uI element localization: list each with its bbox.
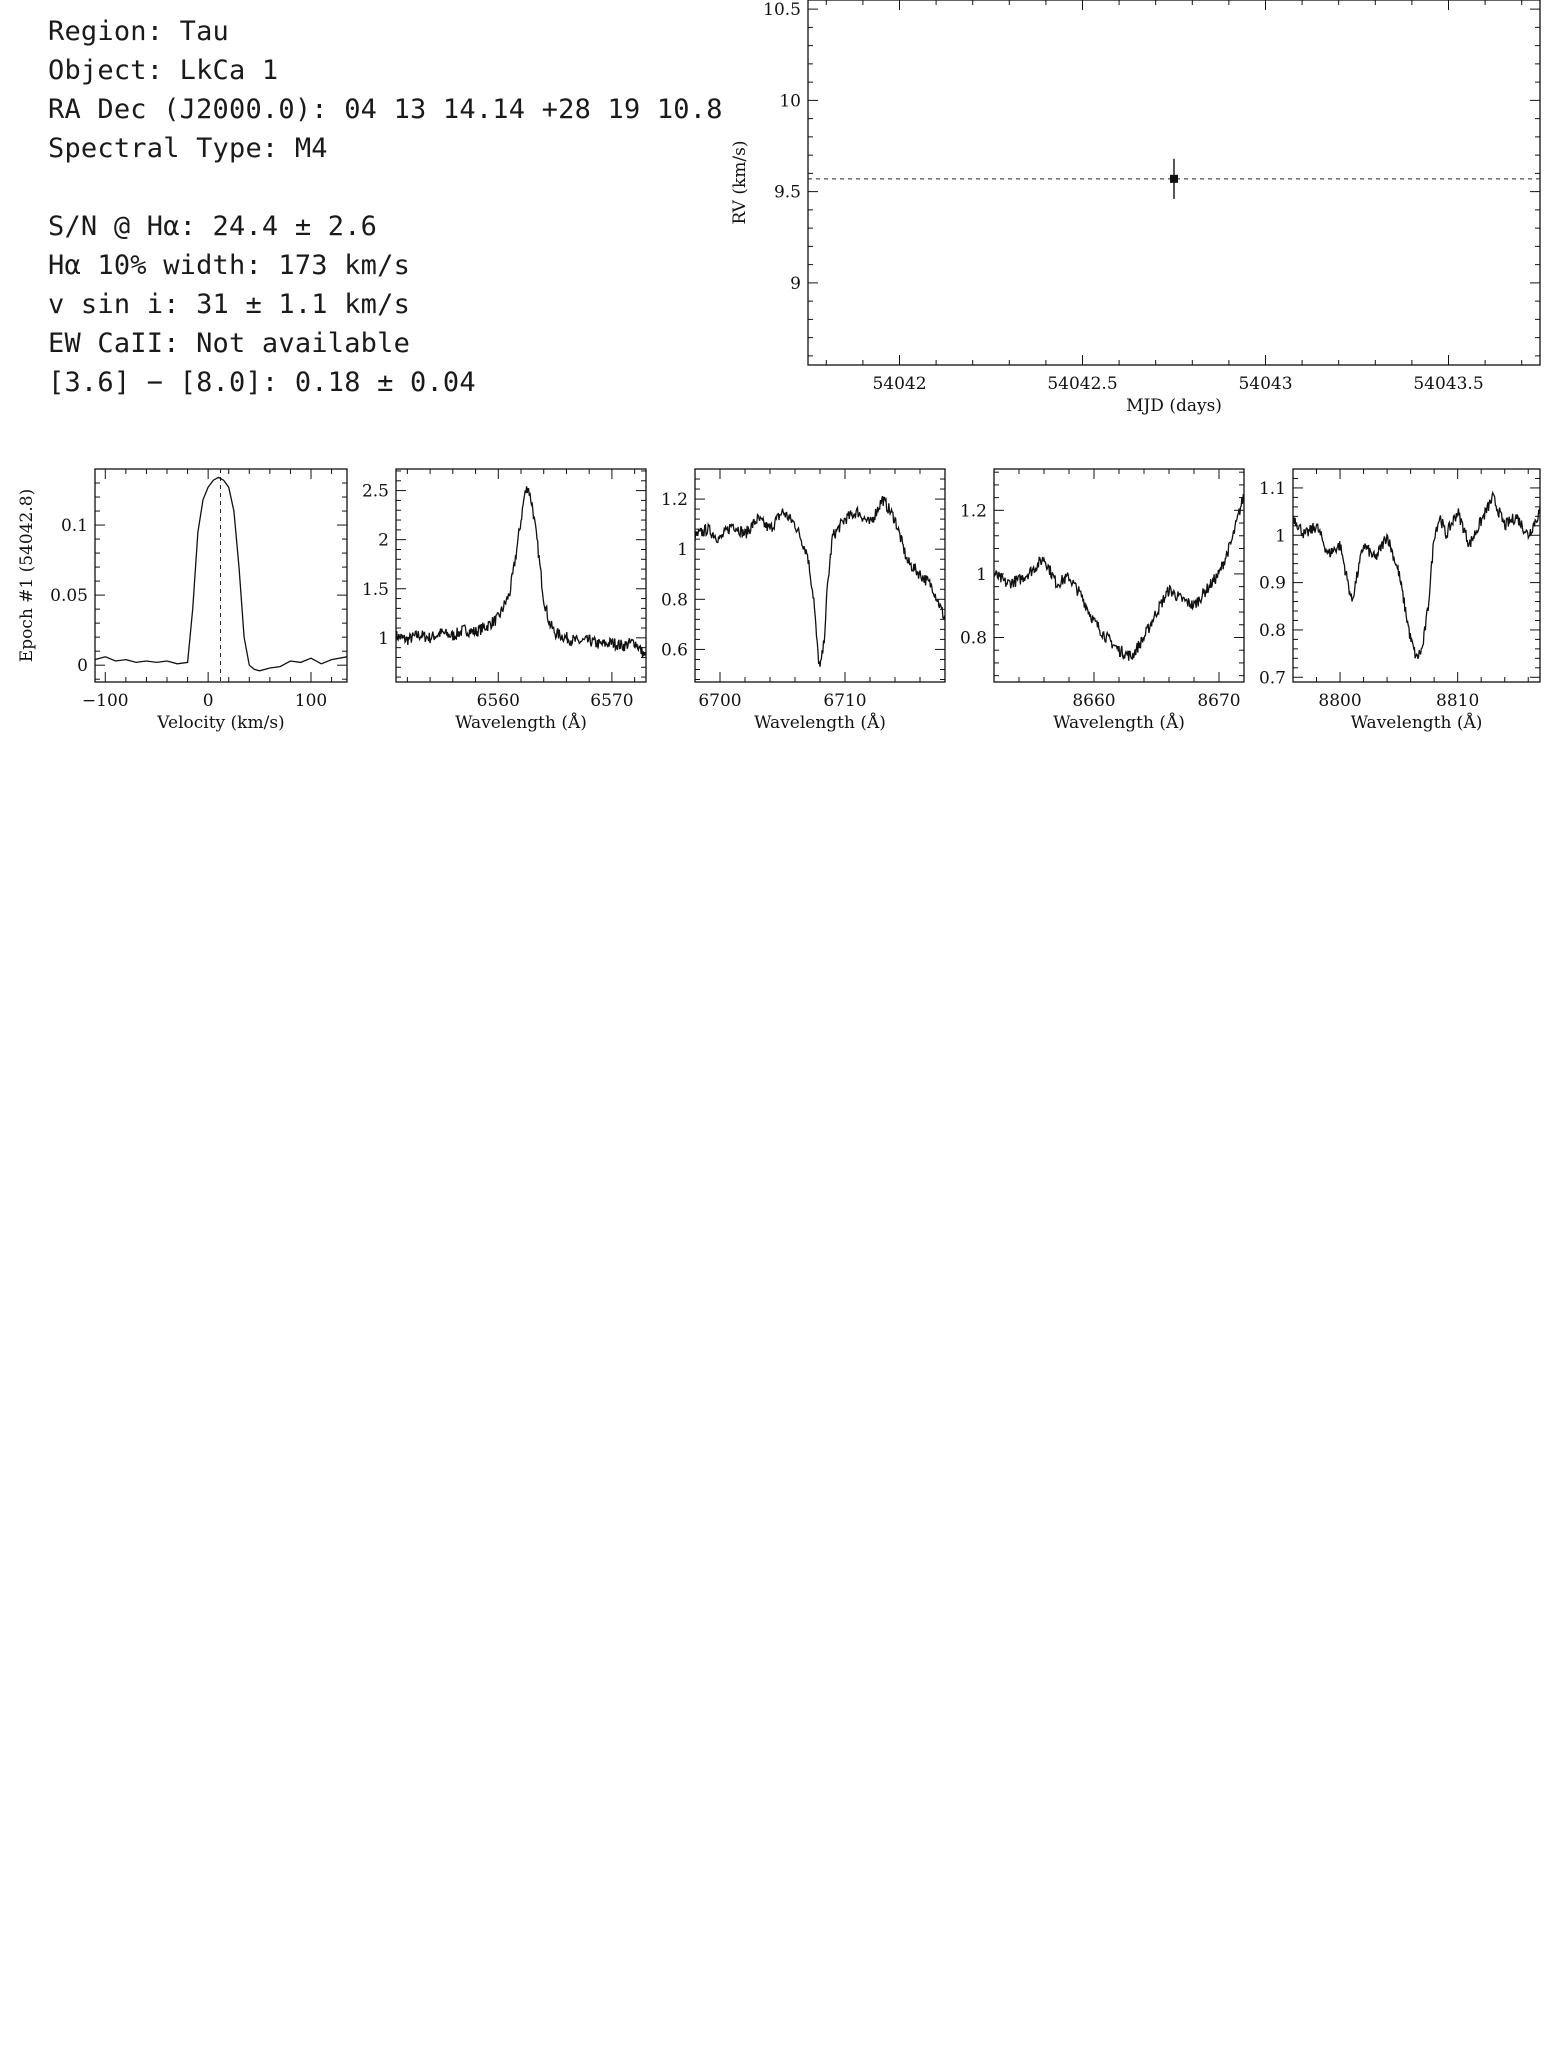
rv-point — [1170, 175, 1178, 183]
plot-frame — [396, 469, 646, 682]
x-tick-label: 54043 — [1238, 374, 1293, 394]
x-tick-label: 8800 — [1318, 691, 1362, 711]
y-tick-label: 2 — [378, 530, 389, 551]
chart-ccf — [17, 469, 347, 733]
x-axis-label: Wavelength (Å) — [1053, 713, 1185, 733]
info-irac-color: [3.6] − [8.0]: 0.18 ± 0.04 — [48, 367, 476, 398]
info-radec: RA Dec (J2000.0): 04 13 14.14 +28 19 10.8 — [48, 94, 723, 125]
y-axis-label: Epoch #1 (54042.8) — [17, 488, 37, 663]
y-tick-label: 0.05 — [50, 586, 88, 607]
x-tick-label: 8670 — [1197, 691, 1241, 711]
info-ew-caii: EW CaII: Not available — [48, 328, 411, 359]
x-tick-label: 6700 — [698, 691, 742, 711]
chart-ca2 — [1259, 469, 1540, 733]
x-tick-label: 6560 — [476, 691, 520, 711]
y-tick-label: 0.8 — [959, 628, 987, 649]
x-tick-label: 6570 — [590, 691, 634, 711]
spectrum-line-ca1 — [994, 494, 1244, 661]
y-tick-label: 9.5 — [773, 182, 801, 203]
plot-frame — [1293, 469, 1540, 682]
y-tick-label: 1 — [677, 540, 688, 561]
spectrum-line-ca2 — [1293, 493, 1540, 659]
y-tick-label: 10.5 — [763, 0, 801, 21]
chart-ca1 — [960, 469, 1244, 733]
x-axis-label: Velocity (km/s) — [157, 713, 285, 733]
y-tick-label: 1.5 — [361, 579, 389, 600]
y-tick-label: 2.5 — [361, 481, 389, 502]
x-tick-label: 54043.5 — [1413, 374, 1484, 394]
spectrum-line-halpha — [396, 486, 646, 658]
info-halpha-width: Hα 10% width: 173 km/s — [48, 250, 411, 281]
chart-halpha — [362, 469, 646, 733]
y-tick-label: 0.8 — [1258, 620, 1286, 641]
y-tick-label: 1.2 — [959, 501, 987, 522]
info-sn: S/N @ Hα: 24.4 ± 2.6 — [48, 211, 378, 242]
y-tick-label: 0.1 — [60, 516, 88, 537]
y-tick-label: 0.6 — [660, 640, 688, 661]
x-axis-label: Wavelength (Å) — [1350, 713, 1483, 733]
y-tick-label: 1 — [976, 564, 987, 585]
x-tick-label: −100 — [81, 691, 129, 711]
x-tick-label: 8810 — [1436, 691, 1480, 711]
y-tick-label: 0 — [77, 656, 88, 677]
x-tick-label: 8660 — [1072, 691, 1116, 711]
y-tick-label: 1 — [378, 628, 389, 649]
x-tick-label: 6710 — [823, 691, 867, 711]
figure-canvas — [0, 0, 1547, 760]
x-axis-label: MJD (days) — [1126, 396, 1222, 416]
spectrum-line-ccf — [95, 477, 347, 670]
x-tick-label: 100 — [294, 691, 328, 711]
info-spectral-type: Spectral Type: M4 — [48, 133, 328, 164]
y-tick-label: 10 — [779, 91, 801, 112]
y-tick-label: 0.8 — [660, 590, 688, 611]
plot-frame — [695, 469, 945, 682]
x-tick-label: 54042 — [872, 374, 927, 394]
plot-frame — [95, 469, 347, 682]
spectrum-line-li — [695, 496, 945, 667]
x-tick-label: 54042.5 — [1047, 374, 1118, 394]
info-object: Object: LkCa 1 — [48, 55, 279, 86]
y-tick-label: 1.1 — [1258, 478, 1286, 499]
info-region: Region: Tau — [48, 16, 230, 47]
info-vsini: v sin i: 31 ± 1.1 km/s — [48, 289, 411, 320]
x-axis-label: Wavelength (Å) — [455, 713, 587, 733]
y-axis-label: RV (km/s) — [730, 140, 750, 225]
x-tick-label: 0 — [202, 691, 214, 711]
y-tick-label: 9 — [790, 273, 801, 294]
y-tick-label: 0.9 — [1258, 573, 1286, 594]
chart-li — [661, 469, 945, 733]
y-tick-label: 1.2 — [660, 490, 688, 511]
y-tick-label: 1 — [1275, 526, 1286, 547]
y-tick-label: 0.7 — [1258, 668, 1286, 689]
chart-rv — [730, 0, 1540, 416]
x-axis-label: Wavelength (Å) — [754, 713, 886, 733]
